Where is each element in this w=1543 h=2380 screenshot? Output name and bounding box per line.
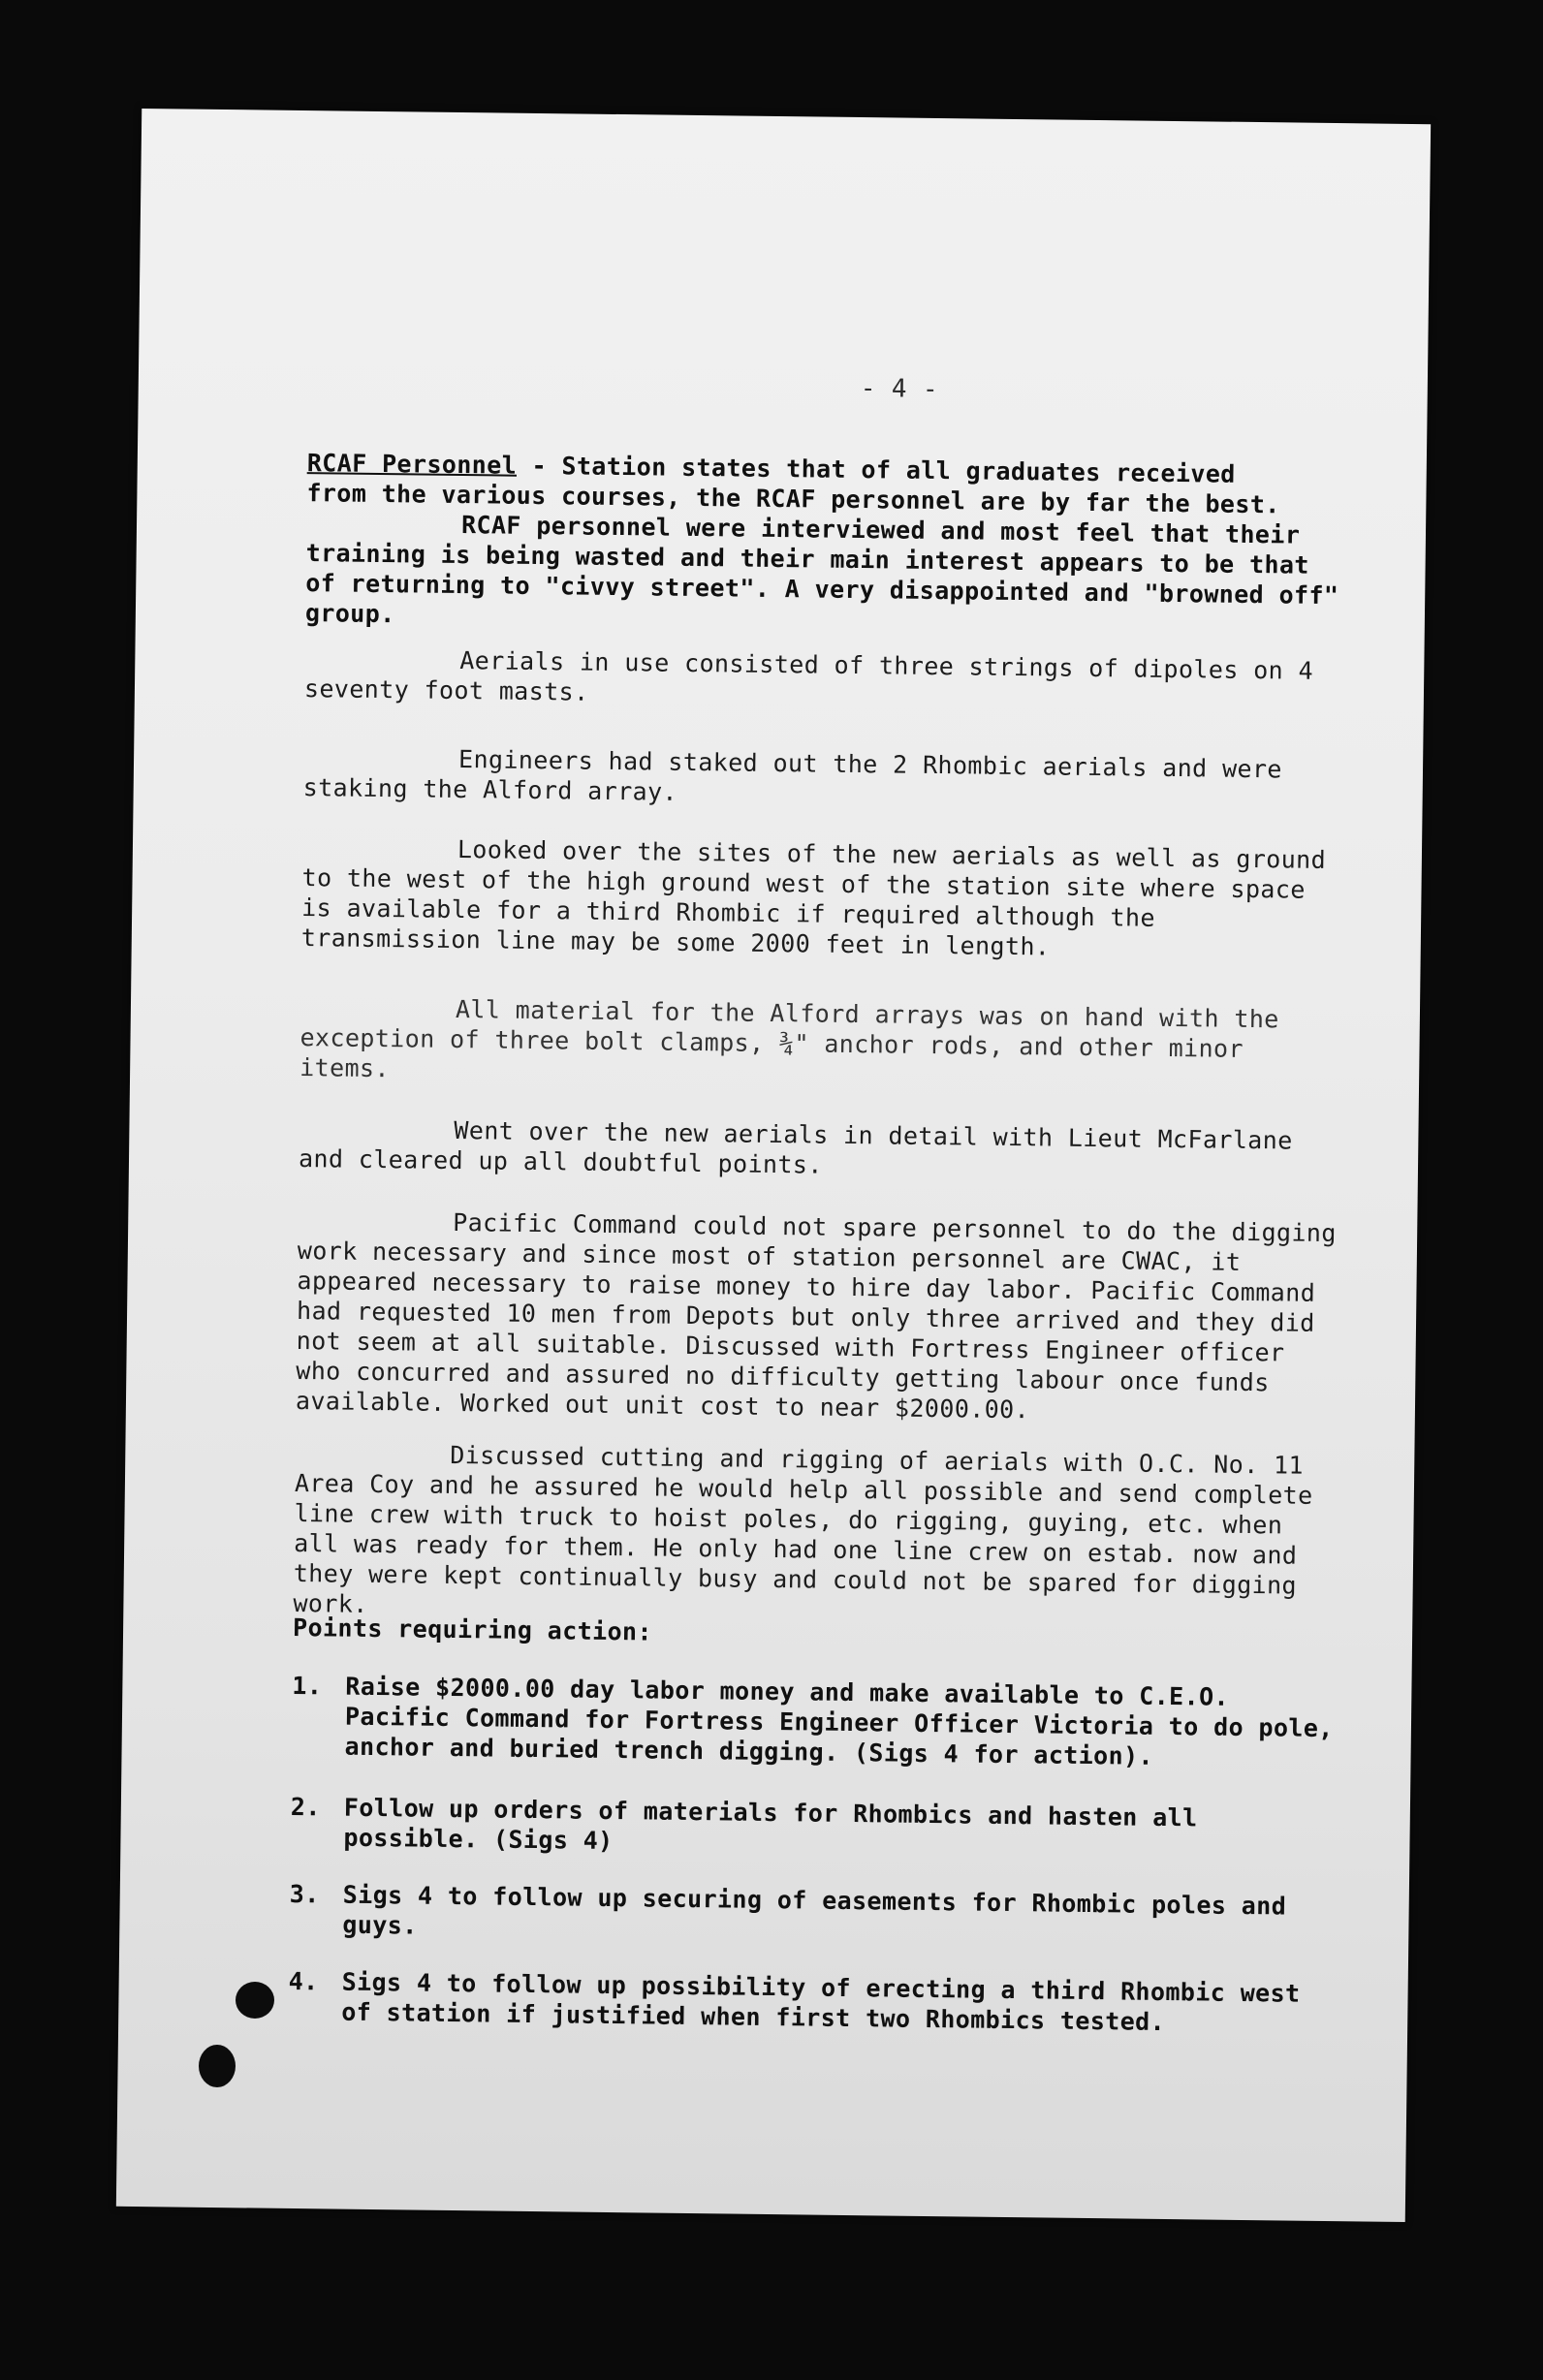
action-item-3 xyxy=(289,1879,1337,1952)
pacific-command-text: Pacific Command could not spare personnel to do the digging work necessary and since most of station personnel are CWAC, it appeared necessary to raise money to hire day labor. Pacific Command had requested 10 men from Depots but only three arrived and they did not seem at all suitable. Discussed with Fortress Engineer officer who concurred and assured no difficulty getting labour once funds available. Worked out unit cost to near $2000.00. xyxy=(295,1207,1352,1425)
action-item-number: 3. xyxy=(289,1879,320,1909)
action-item-number: 1. xyxy=(292,1671,323,1701)
document-page xyxy=(116,109,1431,2222)
looked-over-text: Looked over the sites of the new aerials as well as ground to the west of the high ground west of the station site where space is available for a third Rhombic if required although the transmission line may be some 2000 feet in length. xyxy=(300,834,1341,961)
page-number: - 4 - xyxy=(860,374,939,405)
action-item-number: 2. xyxy=(290,1792,321,1822)
paragraph-pacific-command xyxy=(295,1206,1352,1428)
discussed-text: Discussed cutting and rigging of aerials with O.C. No. 11 Area Coy and he assured he would help all possible and send complete line crew with truck to hoist poles, do rigging, guying, etc. when all was ready for them. He only had one line crew on estab. now and they were kept continually busy and could not be spared for digging work. xyxy=(293,1440,1329,1618)
section-heading-rcaf: RCAF Personnel xyxy=(306,449,518,480)
aerials-text: Aerials in use consisted of three strings of dipoles on 4 seventy foot masts. xyxy=(303,646,1329,706)
action-item-1 xyxy=(291,1671,1349,1773)
paragraph-engineers xyxy=(303,742,1351,815)
action-item-4 xyxy=(288,1966,1336,2039)
paragraph-material xyxy=(299,992,1347,1095)
paragraph-discussed xyxy=(293,1438,1341,1631)
went-over-text: Went over the new aerials in detail with Lieut McFarlane and cleared up all doubtful points. xyxy=(298,1115,1308,1179)
material-text: All material for the Alford arrays was on hand with the exception of three bolt clamps, ¾" anchor rods, and other minor items. xyxy=(299,994,1295,1083)
document-body xyxy=(288,246,1357,2037)
engineers-text: Engineers had staked out the 2 Rhombic aerials and were staking the Alford array. xyxy=(302,745,1298,806)
action-item-2 xyxy=(290,1792,1338,1864)
paragraph-aerials xyxy=(304,643,1352,716)
paragraph-rcaf-interviewed xyxy=(305,508,1353,641)
rcaf-interviewed-text: RCAF personnel were interviewed and most feel that their training is being wasted and their main interest appears to be that of returning to "civvy street". A very disappointed and "browned off" group. xyxy=(304,511,1354,629)
paragraph-went-over xyxy=(299,1113,1346,1186)
punch-hole-lower xyxy=(199,2045,236,2087)
punch-hole-upper xyxy=(236,1982,274,2019)
action-item-text: Raise $2000.00 day labor money and make available to C.E.O. Pacific Command for Fortress Engineer Officer Victoria to do pole, anchor and buried trench digging. (Sigs 4 for action). xyxy=(344,1672,1349,1770)
action-item-text: Sigs 4 to follow up securing of easements for Rhombic poles and guys. xyxy=(342,1880,1302,1940)
action-item-number: 4. xyxy=(288,1966,319,1996)
rcaf-second-line: from the various courses, the RCAF personnel are by far the best. xyxy=(306,479,1280,519)
rcaf-first-line: - Station states that of all graduates received xyxy=(516,451,1236,488)
action-item-text: Follow up orders of materials for Rhombics and hasten all possible. (Sigs 4) xyxy=(343,1793,1213,1856)
paragraph-looked-over xyxy=(301,832,1349,965)
action-item-text: Sigs 4 to follow up possibility of erecting a third Rhombic west of station if justified when first two Rhombics tested. xyxy=(341,1967,1316,2037)
points-requiring-action-heading: Points requiring action: xyxy=(292,1613,653,1646)
